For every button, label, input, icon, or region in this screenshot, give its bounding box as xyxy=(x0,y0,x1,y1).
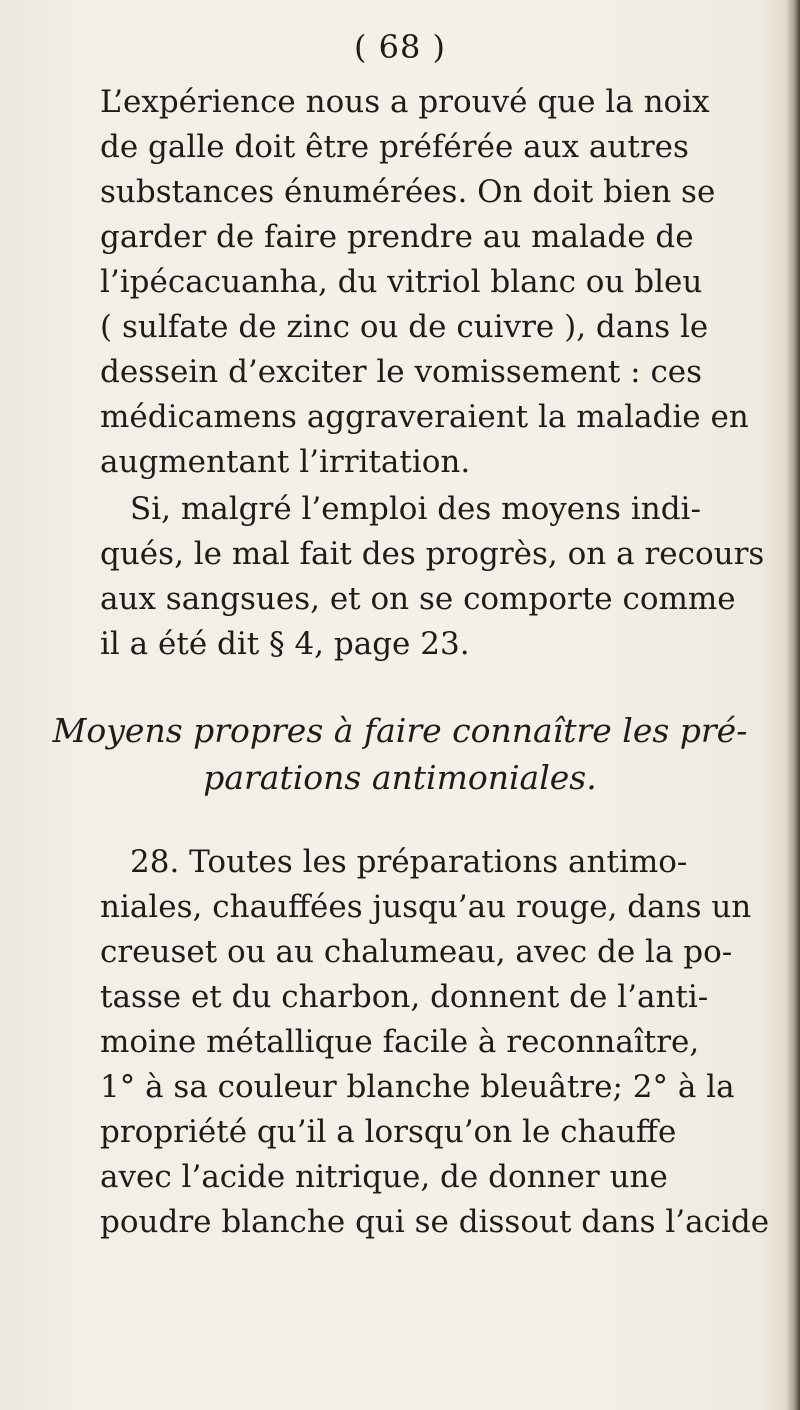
text-line: aux sangsues, et on se comporte comme xyxy=(100,581,736,617)
text-line: 28. Toutes les préparations antimo- xyxy=(130,844,688,880)
text-line: l’ipécacuanha, du vitriol blanc ou bleu xyxy=(100,264,703,300)
heading-line: Moyens propres à faire connaître les pré- xyxy=(52,711,748,750)
text-line: augmentant l’irritation. xyxy=(100,444,471,480)
text-line: Si, malgré l’emploi des moyens indi- xyxy=(130,491,701,527)
text-line: substances énumérées. On doit bien se xyxy=(100,174,716,210)
heading-line: parations antimoniales. xyxy=(203,758,597,797)
page-edge-shadow xyxy=(786,0,800,1410)
text-line: dessein d’exciter le vomissement : ces xyxy=(100,354,703,390)
text-line: il a été dit § 4, page 23. xyxy=(100,626,470,662)
text-line: tasse et du charbon, donnent de l’anti- xyxy=(100,979,709,1015)
text-line: médicamens aggraveraient la maladie en xyxy=(100,399,749,435)
text-line: L’expérience nous a prouvé que la noix xyxy=(100,84,710,120)
text-line: 1° à sa couleur blanche bleuâtre; 2° à la xyxy=(100,1069,735,1105)
text-line: propriété qu’il a lorsqu’on le chauffe xyxy=(100,1114,677,1150)
page-number: ( 68 ) xyxy=(353,28,447,66)
text-line: creuset ou au chalumeau, avec de la po- xyxy=(100,934,733,970)
text-line: ( sulfate de zinc ou de cuivre ), dans le xyxy=(100,309,709,345)
text-line: garder de faire prendre au malade de xyxy=(100,219,694,255)
text-line: qués, le mal fait des progrès, on a recours xyxy=(100,536,765,572)
text-line: de galle doit être préférée aux autres xyxy=(100,129,689,165)
text-line: poudre blanche qui se dissout dans l’acide xyxy=(100,1204,770,1240)
text-line: moine métallique facile à reconnaître, xyxy=(100,1024,700,1060)
text-line: avec l’acide nitrique, de donner une xyxy=(100,1159,668,1195)
text-line: niales, chauffées jusqu’au rouge, dans un xyxy=(100,889,752,925)
